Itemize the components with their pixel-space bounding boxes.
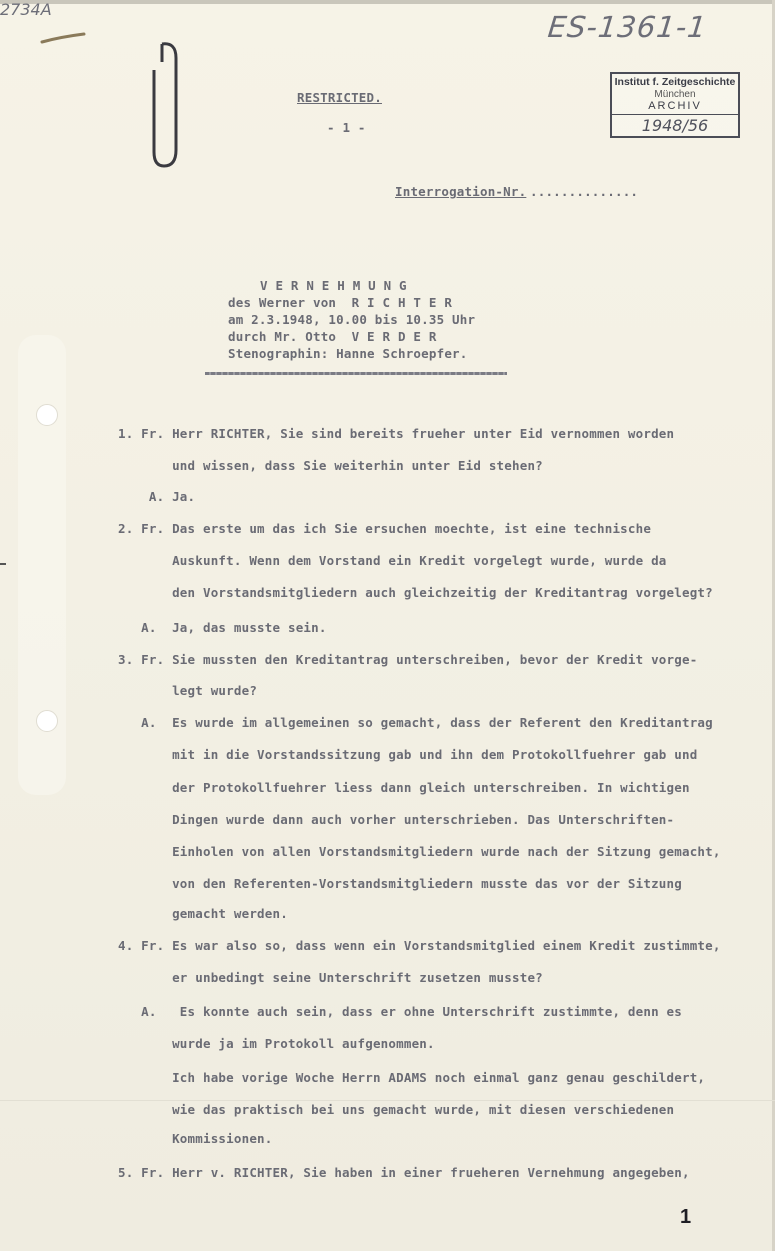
interrogation-number: 2734A	[0, 0, 52, 19]
body-line: A. Ja.	[118, 489, 196, 504]
title-line-3: am 2.3.1948, 10.00 bis 10.35 Uhr	[228, 312, 476, 327]
stamp-institute: Institut f. Zeitgeschichte	[614, 76, 736, 88]
body-line: wie das praktisch bei uns gemacht wurde, mit diesen verschiedenen	[118, 1102, 675, 1117]
body-line: Ich habe vorige Woche Herrn ADAMS noch einmal ganz genau geschildert,	[118, 1070, 706, 1085]
body-line: A. Ja, das musste sein.	[118, 620, 327, 635]
body-line: Auskunft. Wenn dem Vorstand ein Kredit vorgelegt wurde, wurde da	[118, 553, 667, 568]
body-line: Kommissionen.	[118, 1131, 273, 1146]
title-line-1: V E R N E H M U N G	[260, 278, 407, 293]
page-number: 1	[680, 1206, 692, 1228]
paperclip-icon	[150, 40, 182, 170]
scan-edge-top	[0, 0, 775, 4]
body-line: Einholen von allen Vorstandsmitgliedern wurde nach der Sitzung gemacht,	[118, 844, 721, 859]
archive-reference-number: ES-1361-1	[546, 10, 709, 44]
body-line: von den Referenten-Vorstandsmitgliedern musste das vor der Sitzung	[118, 876, 682, 891]
body-line: 3. Fr. Sie mussten den Kreditantrag unterschreiben, bevor der Kredit vorge-	[118, 652, 698, 667]
body-line: A. Es wurde im allgemeinen so gemacht, dass der Referent den Kreditantrag	[118, 715, 713, 730]
stamp-number: 1948/56	[612, 114, 738, 135]
body-line: gemacht werden.	[118, 906, 288, 921]
paper-fold	[0, 1100, 775, 1101]
punch-hole-upper	[36, 404, 58, 426]
body-line: den Vorstandsmitgliedern auch gleichzeitig der Kreditantrag vorgelegt?	[118, 585, 713, 600]
body-line: legt wurde?	[118, 683, 258, 698]
pencil-mark-icon	[40, 32, 86, 44]
body-line: der Protokollfuehrer liess dann gleich unterschreiben. In wichtigen	[118, 780, 690, 795]
body-line: 2. Fr. Das erste um das ich Sie ersuchen moechte, ist eine technische	[118, 521, 652, 536]
body-line: mit in die Vorstandssitzung gab und ihn dem Protokollfuehrer gab und	[118, 747, 698, 762]
archive-stamp	[610, 72, 740, 138]
body-line: wurde ja im Protokoll aufgenommen.	[118, 1036, 435, 1051]
stamp-city: München	[654, 89, 696, 100]
punch-hole-lower	[36, 710, 58, 732]
title-line-5: Stenographin: Hanne Schroepfer.	[228, 346, 468, 361]
title-line-4: durch Mr. Otto V E R D E R	[228, 329, 437, 344]
stamp-archive: ARCHIV	[648, 100, 702, 112]
title-line-2: des Werner von R I C H T E R	[228, 295, 453, 310]
body-line: A. Es konnte auch sein, dass er ohne Unterschrift zustimmte, denn es	[118, 1004, 682, 1019]
body-line: und wissen, dass Sie weiterhin unter Eid stehen?	[118, 458, 543, 473]
margin-tick	[0, 563, 6, 565]
title-underline	[205, 372, 507, 375]
body-line: er unbedingt seine Unterschrift zusetzen musste?	[118, 970, 543, 985]
body-line: 1. Fr. Herr RICHTER, Sie sind bereits frueher unter Eid vernommen worden	[118, 426, 675, 441]
body-line: Dingen wurde dann auch vorher unterschrieben. Das Unterschriften-	[118, 812, 675, 827]
body-line: 4. Fr. Es war also so, dass wenn ein Vorstandsmitglied einem Kredit zustimmte,	[118, 938, 721, 953]
interrogation-label: Interrogation-Nr.	[395, 184, 527, 199]
classification-heading: RESTRICTED.	[297, 90, 382, 105]
body-line: 5. Fr. Herr v. RICHTER, Sie haben in einer frueheren Vernehmung angegeben,	[118, 1165, 690, 1180]
interrogation-dots: ..............	[530, 184, 639, 199]
page-marker: - 1 -	[327, 120, 366, 135]
